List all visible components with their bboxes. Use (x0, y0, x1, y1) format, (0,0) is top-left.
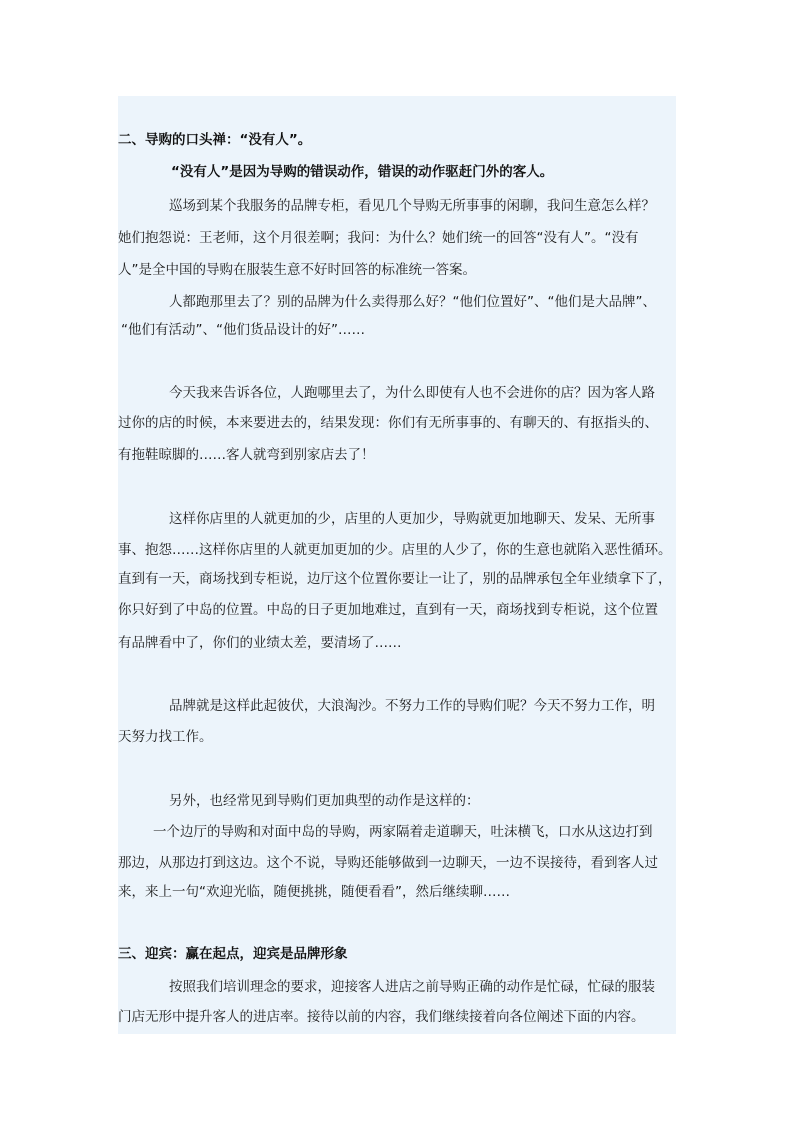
paragraph-line: 过你的店的时候，本来要进去的，结果发现：你们有无所事事的、有聊天的、有抠指头的、 (118, 415, 658, 431)
section-heading-2: 二、导购的口头禅：“没有人”。 (118, 132, 312, 148)
paragraph-line: 人”是全中国的导购在服装生意不好时回答的标准统一答案。 (118, 262, 476, 278)
paragraph-line: 门店无形中提升客人的进店率。接待以前的内容，我们继续接着向各位阐述下面的内容。 (118, 1009, 645, 1025)
paragraph-line: 天努力找工作。 (118, 729, 213, 745)
paragraph-line: 按照我们培训理念的要求，迎接客人进店之前导购正确的动作是忙碌，忙碌的服装 (169, 979, 655, 995)
paragraph-line: 有品牌看中了，你们的业绩太差，要清场了…… (118, 635, 402, 651)
paragraph-line: 直到有一天，商场找到专柜说，边厅这个位置你要让一让了，别的品牌承包全年业绩拿下了， (118, 571, 672, 587)
paragraph-line: 那边，从那边打到这边。这个不说，导购还能够做到一边聊天，一边不误接待，看到客人过 (118, 855, 658, 871)
paragraph-line: 巡场到某个我服务的品牌专柜，看见几个导购无所事事的闲聊，我问生意怎么样？ (169, 198, 655, 214)
paragraph-line: 今天我来告诉各位，人跑哪里去了，为什么即使有人也不会进你的店？因为客人路 (169, 385, 655, 401)
paragraph-line: 她们抱怨说：王老师，这个月很差啊；我问：为什么？她们统一的回答“没有人”。“没有 (118, 230, 639, 246)
paragraph-line: 你只好到了中岛的位置。中岛的日子更加地难过，直到有一天，商场找到专柜说，这个位置 (118, 602, 658, 618)
paragraph-line: 人都跑那里去了？别的品牌为什么卖得那么好？“他们位置好”、“他们是大品牌”、 (169, 294, 656, 310)
paragraph-line: 这样你店里的人就更加的少，店里的人更加少，导购就更加地聊天、发呆、无所事 (169, 511, 655, 527)
subheading: “没有人”是因为导购的错误动作，错误的动作驱赶门外的客人。 (171, 164, 554, 180)
paragraph-line: 另外，也经常见到导购们更加典型的动作是这样的： (169, 793, 480, 809)
paragraph-line: 事、抱怨……这样你店里的人就更加更加的少。店里的人少了，你的生意也就陷入恶性循环。 (118, 542, 672, 558)
paragraph-line: 来，来上一句“欢迎光临，随便挑挑，随便看看”，然后继续聊…… (118, 884, 510, 900)
paragraph-line: 有拖鞋晾脚的……客人就弯到别家店去了！ (118, 447, 375, 463)
paragraph-line: “他们有活动”、“他们货品设计的好”…… (121, 322, 365, 338)
paragraph-line: 一个边厅的导购和对面中岛的导购，两家隔着走道聊天，吐沫横飞，口水从这边打到 (153, 824, 653, 840)
paragraph-line: 品牌就是这样此起彼伏，大浪淘沙。不努力工作的导购们呢？今天不努力工作，明 (169, 698, 655, 714)
section-heading-3: 三、迎宾：赢在起点，迎宾是品牌形象 (118, 946, 348, 962)
